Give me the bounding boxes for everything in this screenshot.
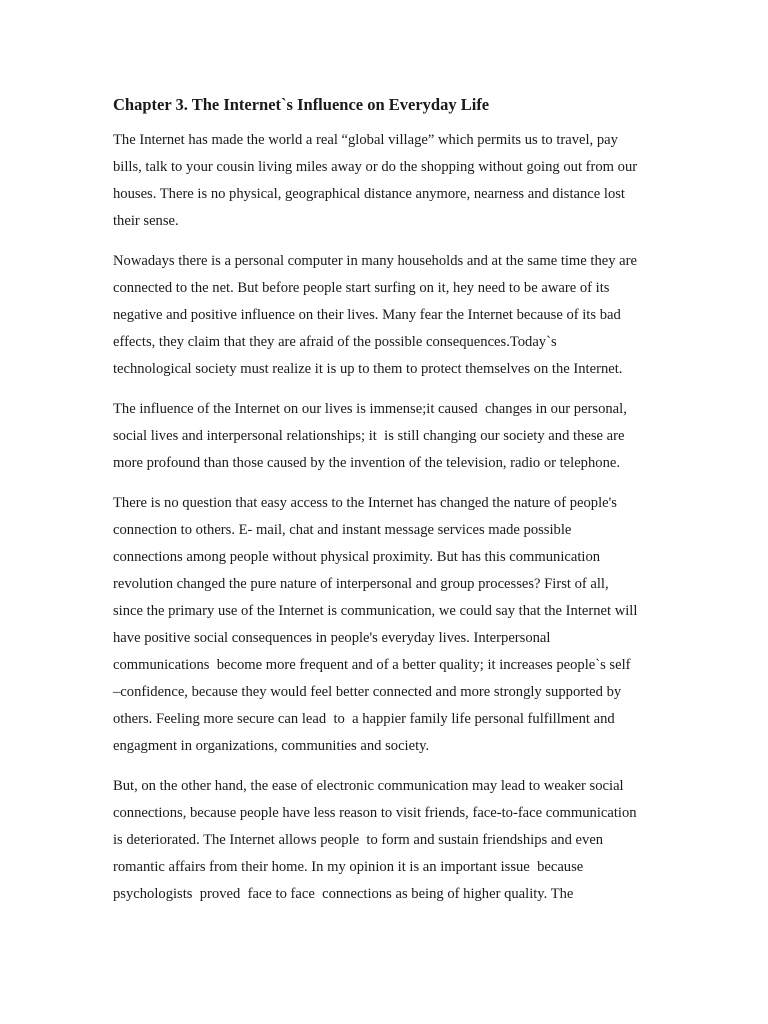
text-line: social lives and interpersonal relationships; it is still changing our society and these are — [113, 428, 625, 444]
text-line: But, on the other hand, the ease of electronic communication may lead to weaker social — [113, 778, 624, 794]
text-line: their sense. — [113, 213, 179, 229]
paragraph-4 — [113, 490, 658, 760]
text-line: connections, because people have less reason to visit friends, face-to-face communication — [113, 805, 637, 821]
text-line: technological society must realize it is up to them to protect themselves on the Internet. — [113, 361, 623, 377]
text-line: connected to the net. But before people start surfing on it, hey need to be aware of its — [113, 280, 610, 296]
text-line: romantic affairs from their home. In my opinion it is an important issue because — [113, 859, 584, 875]
text-line: have positive social consequences in people's everyday lives. Interpersonal — [113, 630, 551, 646]
text-line: others. Feeling more secure can lead to a happier family life personal fulfillment and — [113, 711, 615, 727]
text-line: more profound than those caused by the invention of the television, radio or telephone. — [113, 455, 620, 471]
text-line: bills, talk to your cousin living miles away or do the shopping without going out from our — [113, 159, 638, 175]
text-line: psychologists proved face to face connections as being of higher quality. The — [113, 886, 574, 902]
text-line: is deteriorated. The Internet allows people to form and sustain friendships and even — [113, 832, 604, 848]
paragraph-5 — [113, 773, 658, 908]
document-body — [113, 127, 658, 908]
text-line: communications become more frequent and of a better quality; it increases people`s self — [113, 657, 631, 673]
text-line: connection to others. E- mail, chat and instant message services made possible — [113, 522, 572, 538]
text-line: connections among people without physical proximity. But has this communication — [113, 549, 601, 565]
text-line: effects, they claim that they are afraid of the possible consequences.Today`s — [113, 334, 557, 350]
text-line: Nowadays there is a personal computer in many households and at the same time they are — [113, 253, 637, 269]
text-line: negative and positive influence on their lives. Many fear the Internet because of its bad — [113, 307, 621, 323]
text-line: since the primary use of the Internet is communication, we could say that the Internet will — [113, 603, 638, 619]
paragraph-2 — [113, 248, 658, 383]
text-line: houses. There is no physical, geographical distance anymore, nearness and distance lost — [113, 186, 625, 202]
text-line: revolution changed the pure nature of interpersonal and group processes? First of all, — [113, 576, 609, 592]
document-page — [113, 92, 658, 921]
paragraph-1 — [113, 127, 658, 235]
text-line: The Internet has made the world a real “global village” which permits us to travel, pay — [113, 132, 618, 148]
text-line: There is no question that easy access to the Internet has changed the nature of people's — [113, 495, 617, 511]
paragraph-3 — [113, 396, 658, 477]
text-line: –confidence, because they would feel better connected and more strongly supported by — [113, 684, 622, 700]
chapter-title: Chapter 3. The Internet`s Influence on Everyday Life — [113, 95, 490, 114]
text-line: engagment in organizations, communities and society. — [113, 738, 430, 754]
text-line: The influence of the Internet on our lives is immense;it caused changes in our personal, — [113, 401, 627, 417]
